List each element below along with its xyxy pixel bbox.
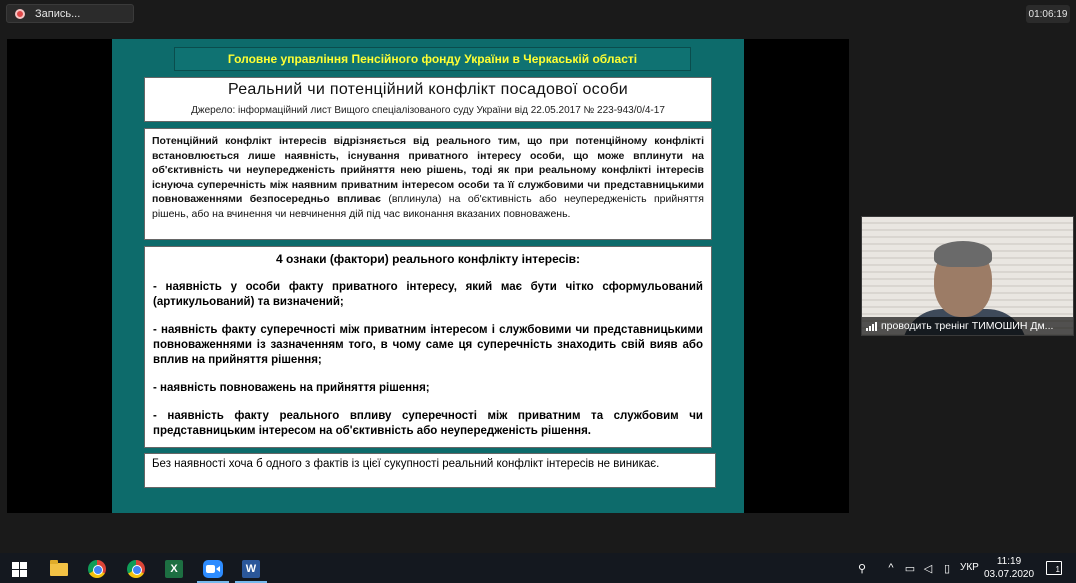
slide-title: Реальний чи потенційний конфлікт посадової особи bbox=[227, 81, 629, 98]
battery-icon[interactable]: ▯ bbox=[943, 562, 951, 575]
word-icon[interactable]: W bbox=[240, 558, 262, 580]
windows-start-icon[interactable] bbox=[8, 558, 30, 580]
sign-item: - наявність факту суперечності між приватним інтересом і службовими чи представницькими повноваженнями із зазначенням того, в чому саме ця суперечність знаходить свій вияв або вплив на прийняття рішення; bbox=[153, 324, 703, 366]
slide-title-box bbox=[144, 77, 712, 122]
notification-icon[interactable]: 1 bbox=[1046, 561, 1062, 575]
signal-strength-icon bbox=[866, 321, 877, 331]
clock-date: 03.07.2020 bbox=[984, 569, 1035, 580]
chrome-profile-icon[interactable] bbox=[125, 558, 147, 580]
signs-box bbox=[144, 246, 712, 448]
people-icon[interactable]: ⚲ bbox=[857, 562, 867, 575]
participant-hair bbox=[934, 241, 992, 267]
excel-icon[interactable]: X bbox=[163, 558, 185, 580]
slide-header: Головне управління Пенсійного фонду України в Черкаській області bbox=[174, 47, 691, 71]
definition-box bbox=[144, 128, 712, 240]
recording-label: Запись... bbox=[35, 7, 81, 20]
conclusion-box: Без наявності хоча б одного з фактів із цієї сукупності реальний конфлікт інтересів не виникає. bbox=[144, 453, 716, 488]
participant-name: проводить тренінг ТИМОШИН Дм... bbox=[881, 320, 1054, 332]
meeting-timer: 01:06:19 bbox=[1026, 5, 1070, 23]
system-clock[interactable] bbox=[984, 555, 1034, 581]
participant-name-bar bbox=[862, 317, 1073, 335]
language-indicator[interactable]: УКР bbox=[960, 562, 979, 573]
meeting-top-bar bbox=[0, 0, 1076, 30]
participant-video-tile[interactable] bbox=[861, 216, 1074, 336]
chrome-icon[interactable] bbox=[86, 558, 108, 580]
volume-icon[interactable]: ◁ bbox=[923, 562, 933, 575]
network-icon[interactable]: ▭ bbox=[904, 562, 916, 575]
record-icon bbox=[15, 9, 25, 19]
slide-source: Джерело: інформаційний лист Вищого спеціалізованого суду України від 22.05.2017 № 223-943/0/4-17 bbox=[191, 105, 665, 116]
clock-time: 11:19 bbox=[996, 556, 1022, 567]
recording-button[interactable] bbox=[6, 4, 134, 23]
sign-item: - наявність у особи факту приватного інтересу, який має бути чітко сформульований (артикульований) та визначений; bbox=[153, 281, 703, 308]
definition-bold-text: Потенційний конфлікт інтересів відрізняється від реального тим, що при потенційному конфлікті встановлюється лише наявність, існування приватного інтересу особи, що може вплинути на об'єктивність чи неупередженість прийняття нею рішень, тоді як при реальному конфлікті інтересів існуюча суперечність між наявним приватним інтересом особи та її службовими чи представницькими повноваженнями безпосередньо впливає bbox=[152, 135, 704, 206]
sign-item: - наявність повноважень на прийняття рішення; bbox=[153, 382, 430, 394]
file-explorer-icon[interactable] bbox=[48, 558, 70, 580]
sign-item: - наявність факту реального впливу суперечності між приватним та службовим чи представницьким інтересом на об'єктивність або неупередженість рішення. bbox=[153, 410, 703, 437]
presentation-slide bbox=[112, 39, 744, 513]
signs-title: 4 ознаки (фактори) реального конфлікту інтересів: bbox=[276, 252, 580, 266]
zoom-icon[interactable] bbox=[202, 558, 224, 580]
chevron-up-icon[interactable]: ^ bbox=[888, 562, 894, 574]
definition-normal-text: (вплинула) на об'єктивність або неупередженість прийняття рішень, або на вчинення чи невчинення дій під час виконання вказаних повноважень. bbox=[152, 193, 704, 220]
